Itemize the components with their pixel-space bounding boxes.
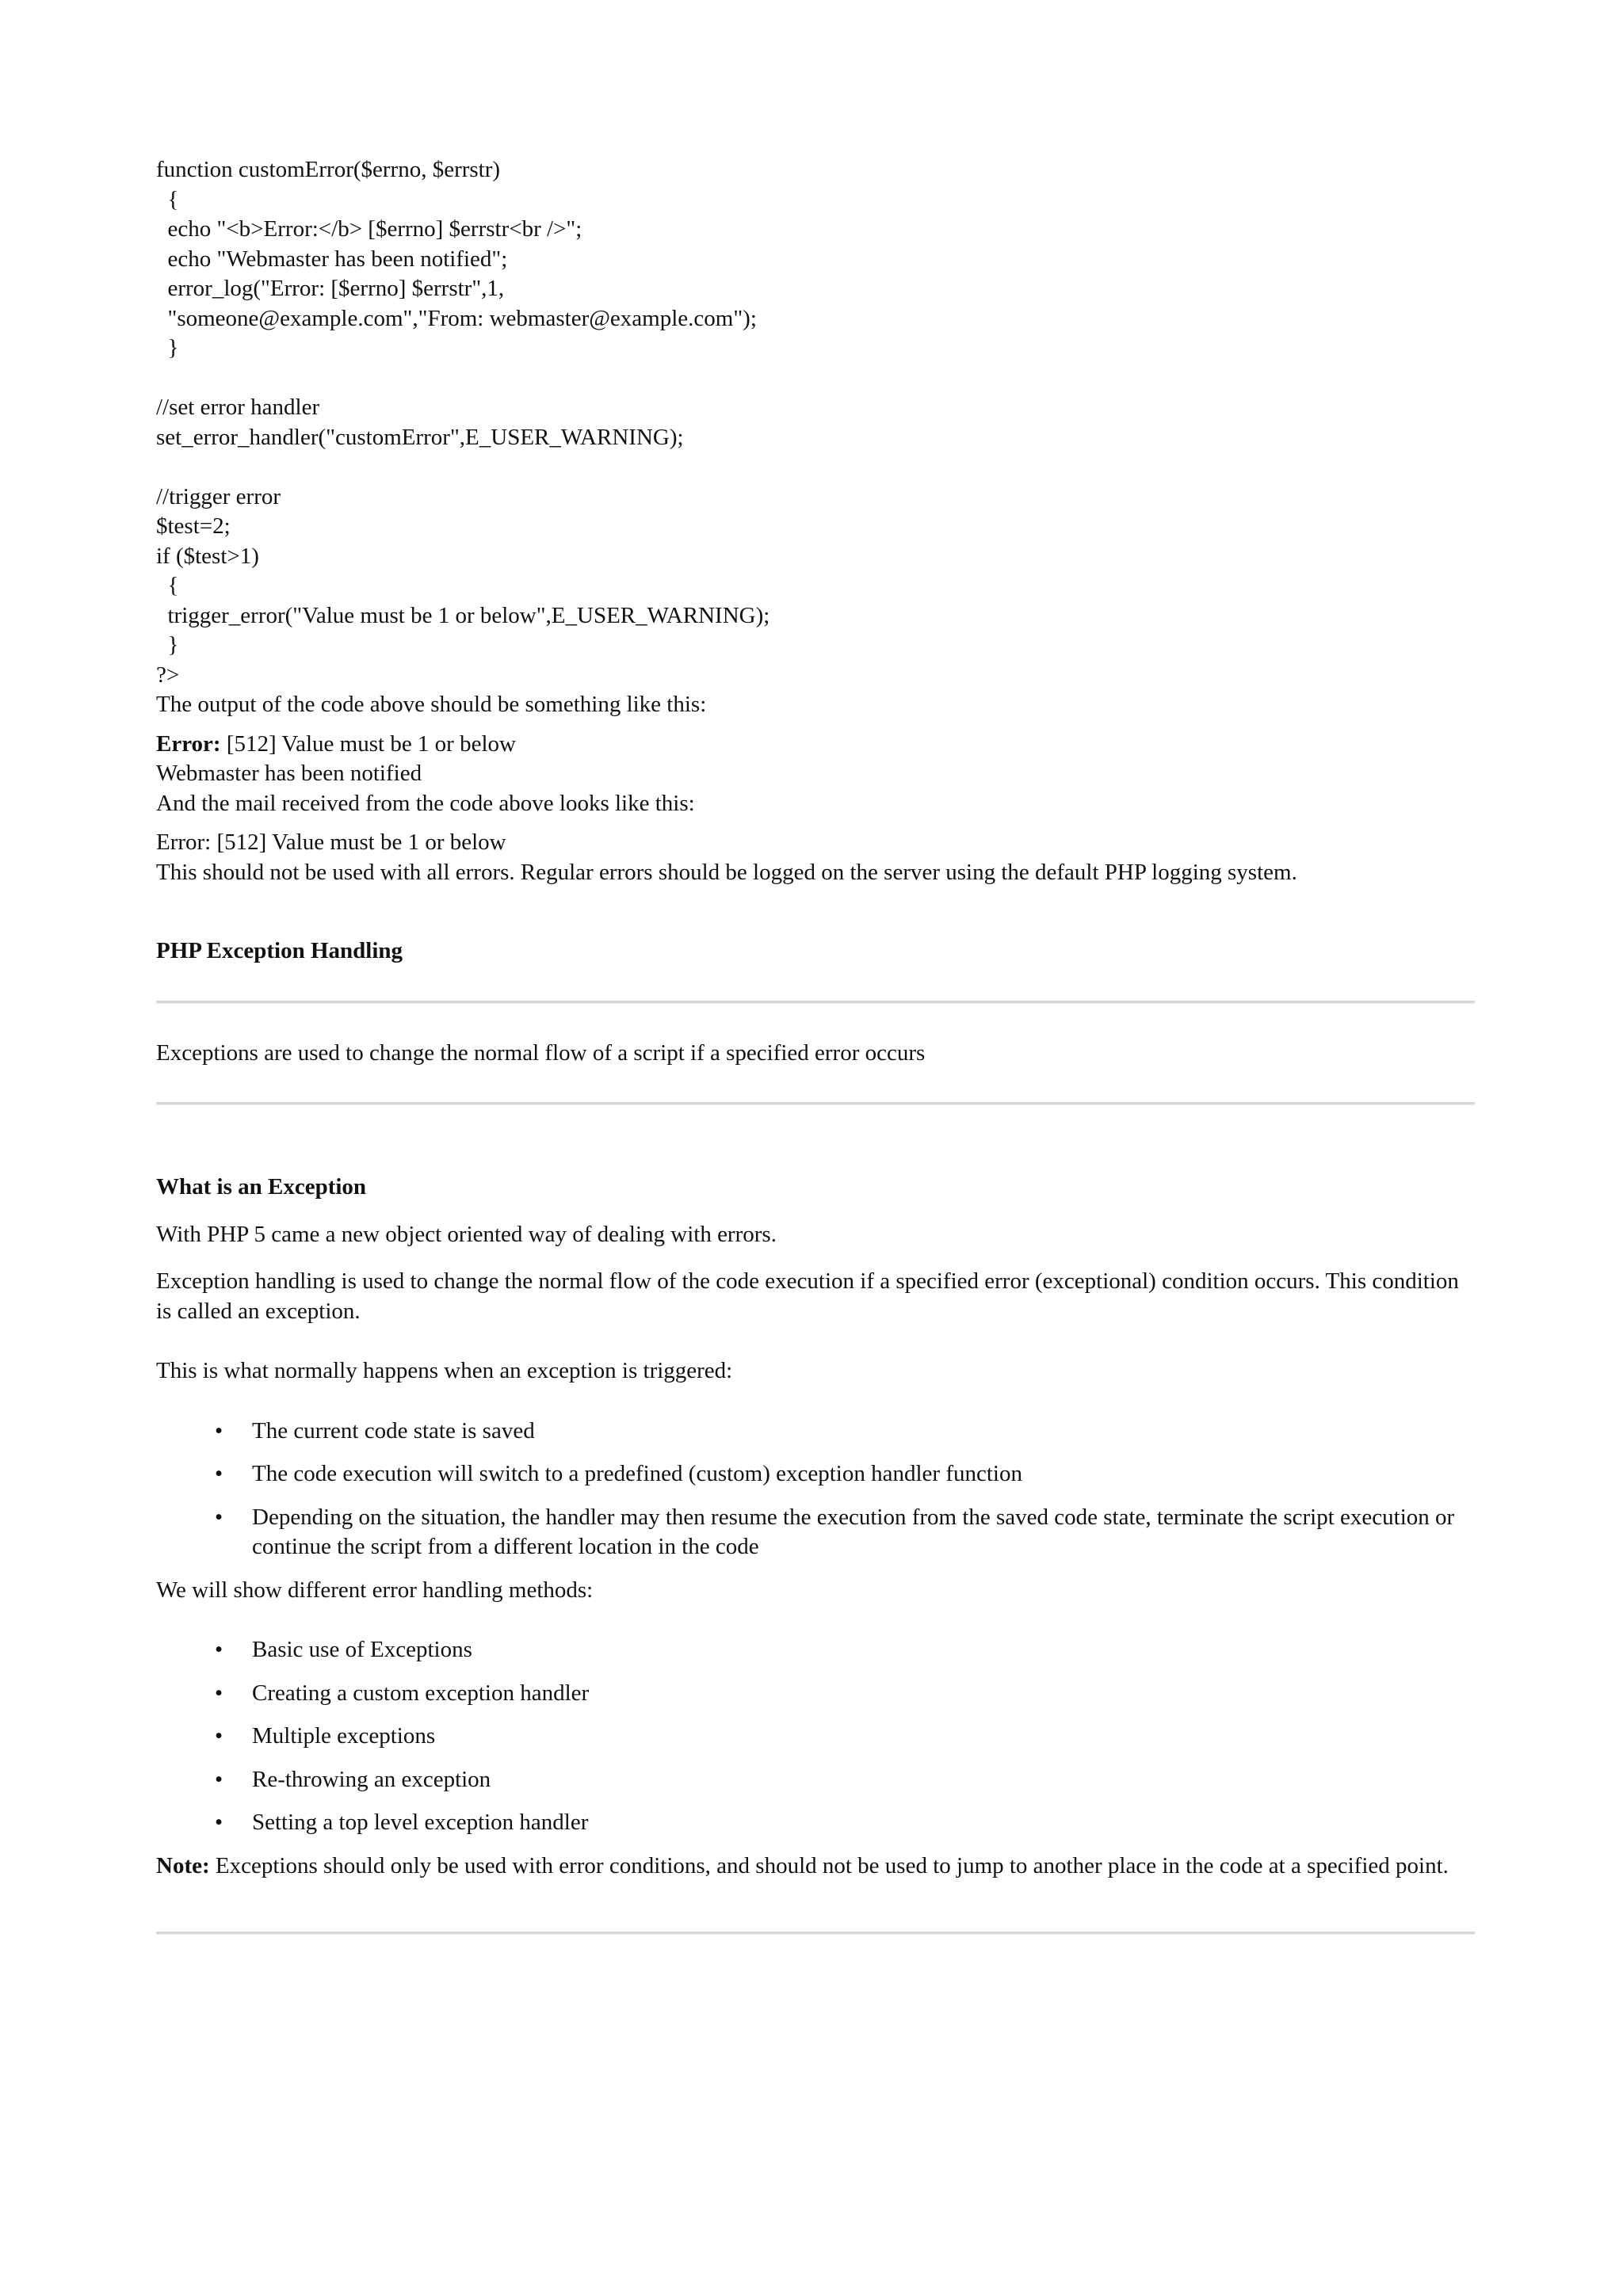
code-line: ?> [156,662,180,688]
paragraph-4: We will show different error handling methods: [156,1577,594,1603]
code-line: //trigger error [156,483,281,509]
note-paragraph [156,1852,1475,1882]
bullet-glyph: • [215,1723,223,1749]
list-item: • The code execution will switch to a predefined (custom) exception handler function [156,1459,1475,1489]
divider [156,1001,1475,1004]
code-line: //set error handler [156,395,320,420]
code-line: $test=2; [156,513,231,539]
error-label: Error: [156,730,221,757]
output-intro: The output of the code above should be something like this: [156,692,707,717]
error-text: [512] Value must be 1 or below [220,730,516,757]
code-line: echo "<b>Error:</b> [$errno] $errstr<br />"; [156,216,582,242]
code-line: "someone@example.com","From: webmaster@example.com"); [156,305,757,331]
bullet-glyph: • [215,1637,223,1662]
bullet-glyph: • [215,1810,223,1835]
divider [156,1102,1475,1105]
note-text: Exceptions should only be used with error conditions, and should not be used to jump to another place in the code at a specified point. [209,1852,1449,1878]
code-line: trigger_error("Value must be 1 or below",E_USER_WARNING); [156,602,770,628]
bullet-glyph: • [215,1766,223,1792]
paragraph-1: With PHP 5 came a new object oriented way of dealing with errors. [156,1221,777,1247]
code-line: } [156,632,179,658]
list-item: • Re-throwing an exception [156,1765,1475,1795]
logging-note: This should not be used with all errors. Regular errors should be logged on the server using the default PHP logging system. [156,859,1297,885]
code-line [156,452,1475,482]
code-line: { [156,573,179,598]
document-page [156,155,1475,1935]
steps-list [156,1417,1475,1562]
code-line: { [156,186,179,212]
mail-sample [156,828,1475,858]
output-error-line [156,730,1475,760]
sample-output [156,730,1475,789]
note-label: Note: [156,1852,210,1878]
list-item: • Setting a top level exception handler [156,1808,1475,1838]
code-line [156,364,1475,394]
code-line: } [156,335,179,360]
section-title: PHP Exception Handling [156,938,403,963]
code-line: error_log("Error: [$errno] $errstr",1, [156,276,505,301]
paragraph-3: This is what normally happens when an exception is triggered: [156,1358,733,1383]
bullet-glyph: • [215,1504,223,1530]
output-line-2: Webmaster has been notified [156,761,422,786]
bullet-glyph: • [215,1461,223,1486]
bullet-glyph: • [215,1680,223,1706]
code-line: echo "Webmaster has been notified"; [156,246,508,272]
bullet-glyph: • [215,1417,223,1444]
list-item: • Basic use of Exceptions [156,1635,1475,1665]
what-heading: What is an Exception [156,1174,367,1199]
list-item: • Multiple exceptions [156,1722,1475,1752]
code-listing [156,155,1475,690]
methods-list [156,1635,1475,1838]
mail-line-1: Error: [512] Value must be 1 or below [156,830,506,855]
paragraph-2: Exception handling is used to change the normal flow of the code execution if a specified error (exceptional) condition occurs. This condition is called an exception. [156,1268,1459,1324]
mail-intro: And the mail received from the code above looks like this: [156,790,695,816]
code-line: set_error_handler("customError",E_USER_WARNING); [156,424,684,450]
list-item: • The current code state is saved [156,1417,1475,1447]
divider [156,1932,1475,1935]
code-line: if ($test>1) [156,543,259,569]
code-line: function customError($errno, $errstr) [156,157,501,182]
list-item: • Creating a custom exception handler [156,1679,1475,1709]
list-item: • Depending on the situation, the handler may then resume the execution from the saved code state, terminate the script execution or continue the script from a different location in the code [215,1504,1455,1559]
section-intro: Exceptions are used to change the normal flow of a script if a specified error occurs [156,1039,926,1066]
